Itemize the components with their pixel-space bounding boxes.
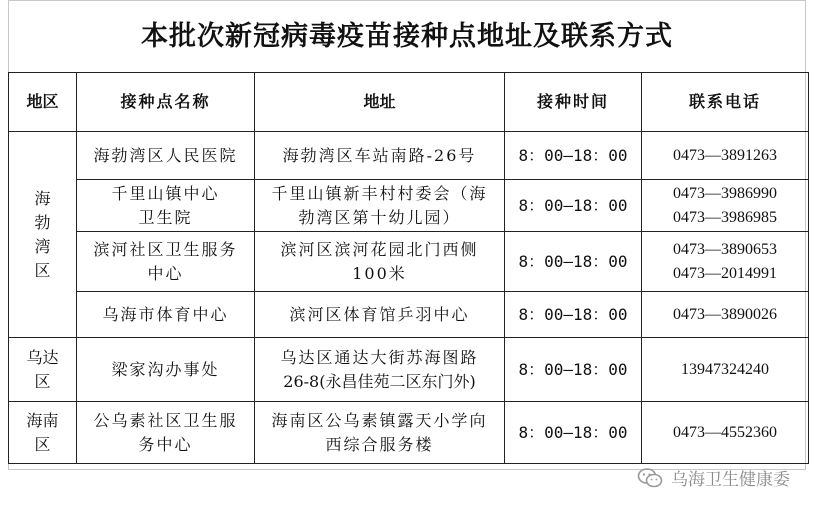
header-region: 地区 [9, 73, 77, 132]
site-address: 滨河区滨河花园北门西侧 100米 [255, 232, 505, 292]
site-name: 滨河社区卫生服务 中心 [77, 232, 255, 292]
header-time: 接种时间 [505, 73, 642, 132]
table-row [9, 292, 809, 338]
header-address: 地址 [255, 73, 505, 132]
table-row [9, 402, 809, 464]
site-address: 海勃湾区车站南路-26号 [255, 132, 505, 180]
site-phone: 0473—3891263 [642, 132, 809, 180]
site-time: 8：00—18：00 [505, 292, 642, 338]
site-address: 滨河区体育馆乒羽中心 [255, 292, 505, 338]
site-address: 海南区公乌素镇露天小学向 西综合服务楼 [255, 402, 505, 464]
site-name: 梁家沟办事处 [77, 338, 255, 402]
site-time: 8：00—18：00 [505, 132, 642, 180]
site-address: 千里山镇新丰村村委会（海 勃湾区第十幼儿园） [255, 180, 505, 232]
table-row [9, 180, 809, 232]
wechat-icon [637, 467, 663, 489]
table-row [9, 132, 809, 180]
site-name: 公乌素社区卫生服 务中心 [77, 402, 255, 464]
site-phone: 0473—3890653 0473—2014991 [642, 232, 809, 292]
header-phone: 联系电话 [642, 73, 809, 132]
site-time: 8：00—18：00 [505, 180, 642, 232]
site-name: 乌海市体育中心 [77, 292, 255, 338]
site-time: 8：00—18：00 [505, 338, 642, 402]
table-header-row [9, 73, 809, 132]
site-time: 8：00—18：00 [505, 402, 642, 464]
site-phone: 0473—4552360 [642, 402, 809, 464]
region-hainan: 海南 区 [9, 402, 77, 464]
site-name: 千里山镇中心 卫生院 [77, 180, 255, 232]
region-wuda: 乌达 区 [9, 338, 77, 402]
page-title: 本批次新冠病毒疫苗接种点地址及联系方式 [141, 21, 673, 52]
region-haibowan: 海 勃 湾 区 [9, 132, 77, 338]
watermark-text: 乌海卫生健康委 [671, 470, 790, 490]
table-row [9, 232, 809, 292]
site-phone: 0473—3986990 0473—3986985 [642, 180, 809, 232]
site-phone: 0473—3890026 [642, 292, 809, 338]
watermark [637, 465, 790, 490]
vaccination-sites-table [8, 72, 809, 464]
site-phone: 13947324240 [642, 338, 809, 402]
site-time: 8：00—18：00 [505, 232, 642, 292]
site-address: 乌达区通达大街苏海图路 26-8(永昌佳苑二区东门外) [255, 338, 505, 402]
site-name: 海勃湾区人民医院 [77, 132, 255, 180]
header-site: 接种点名称 [77, 73, 255, 132]
table-row [9, 338, 809, 402]
